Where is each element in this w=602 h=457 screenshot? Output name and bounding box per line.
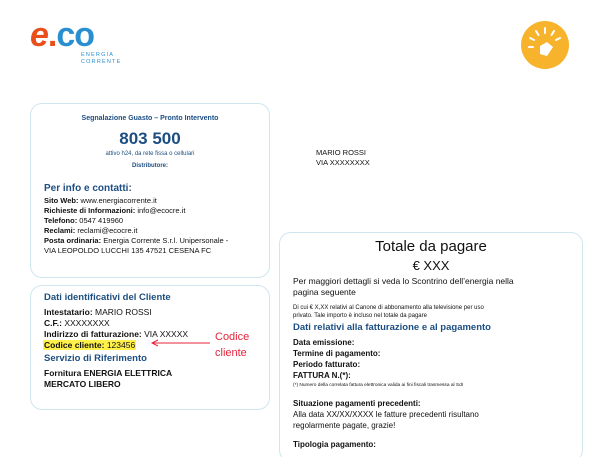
billing-field: FATTURA N.(*):: [293, 371, 351, 380]
billing-field: Periodo fatturato:: [293, 360, 361, 369]
contact-row: Richieste di Informazioni: info@ecocre.it: [44, 206, 186, 215]
contacts-heading: Per info e contatti:: [44, 183, 132, 194]
logo-wordmark: e.co: [30, 16, 95, 54]
details-info: Per maggiori dettagli si veda lo Scontrino dell’energia nella: [293, 276, 514, 286]
payment-type: Tipologia pagamento:: [293, 440, 376, 449]
logo-tagline-1: ENERGIA: [81, 52, 115, 58]
service-line: Fornitura ENERGIA ELETTRICA: [44, 368, 173, 378]
contact-address: VIA LEOPOLDO LUCCHI 135 47521 CESENA FC: [44, 246, 212, 255]
total-title: Totale da pagare: [375, 238, 487, 255]
canone-note: Di cui € X,XX relativi al Canone di abbonamento alla televisione per uso: [293, 305, 484, 311]
sun-icon: [520, 20, 570, 70]
contact-row: Reclami: reclami@ecocre.it: [44, 226, 138, 235]
payments-heading: Situazione pagamenti precedenti:: [293, 399, 421, 408]
billing-heading: Dati relativi alla fatturazione e al pagamento: [293, 322, 491, 333]
annotation-label: Codice: [215, 331, 250, 343]
annotation-label: cliente: [215, 347, 247, 359]
billing-field: Termine di pagamento:: [293, 349, 381, 358]
total-amount: € XXX: [412, 258, 450, 273]
payments-text: regolarmente pagate, grazie!: [293, 421, 396, 430]
recipient-name: MARIO ROSSI: [316, 148, 367, 157]
contact-row: Posta ordinaria: Energia Corrente S.r.l. Unipersonale -: [44, 236, 229, 245]
guasto-number: 803 500: [119, 129, 181, 148]
client-row: Indirizzo di fatturazione: VIA XXXXX: [44, 329, 189, 339]
service-line: MERCATO LIBERO: [44, 379, 121, 389]
billing-field: Data emissione:: [293, 338, 355, 347]
contact-row: Telefono: 0547 419960: [44, 216, 124, 225]
guasto-title: Segnalazione Guasto – Pronto Intervento: [81, 115, 219, 122]
payments-text: Alla data XX/XX/XXXX le fatture precedenti risultano: [293, 410, 479, 419]
distributor-label: Distributore:: [132, 163, 168, 169]
guasto-subtitle: attivo h24, da rete fissa o cellulari: [105, 151, 195, 157]
client-row: C.F.: XXXXXXXX: [44, 318, 110, 328]
contact-row: Sito Web: www.energiacorrente.it: [44, 196, 157, 205]
client-heading: Dati identificativi del Cliente: [44, 292, 171, 303]
eco-logo: [30, 16, 130, 70]
arrow-left-icon: [150, 339, 210, 347]
client-code: Codice cliente: 123456: [44, 340, 136, 350]
footnote: (*) Numero della correlata fattura elettronica valida ai fini fiscali trasmessa al SdI: [293, 383, 464, 388]
canone-note: privato. Tale importo è incluso nel totale da pagare: [293, 313, 427, 319]
logo-tagline-2: CORRENTE: [81, 59, 122, 65]
client-row: Intestatario: MARIO ROSSI: [44, 307, 152, 317]
recipient-street: VIA XXXXXXXX: [316, 158, 370, 167]
details-info: pagina seguente: [293, 287, 356, 297]
service-heading: Servizio di Riferimento: [44, 353, 147, 364]
